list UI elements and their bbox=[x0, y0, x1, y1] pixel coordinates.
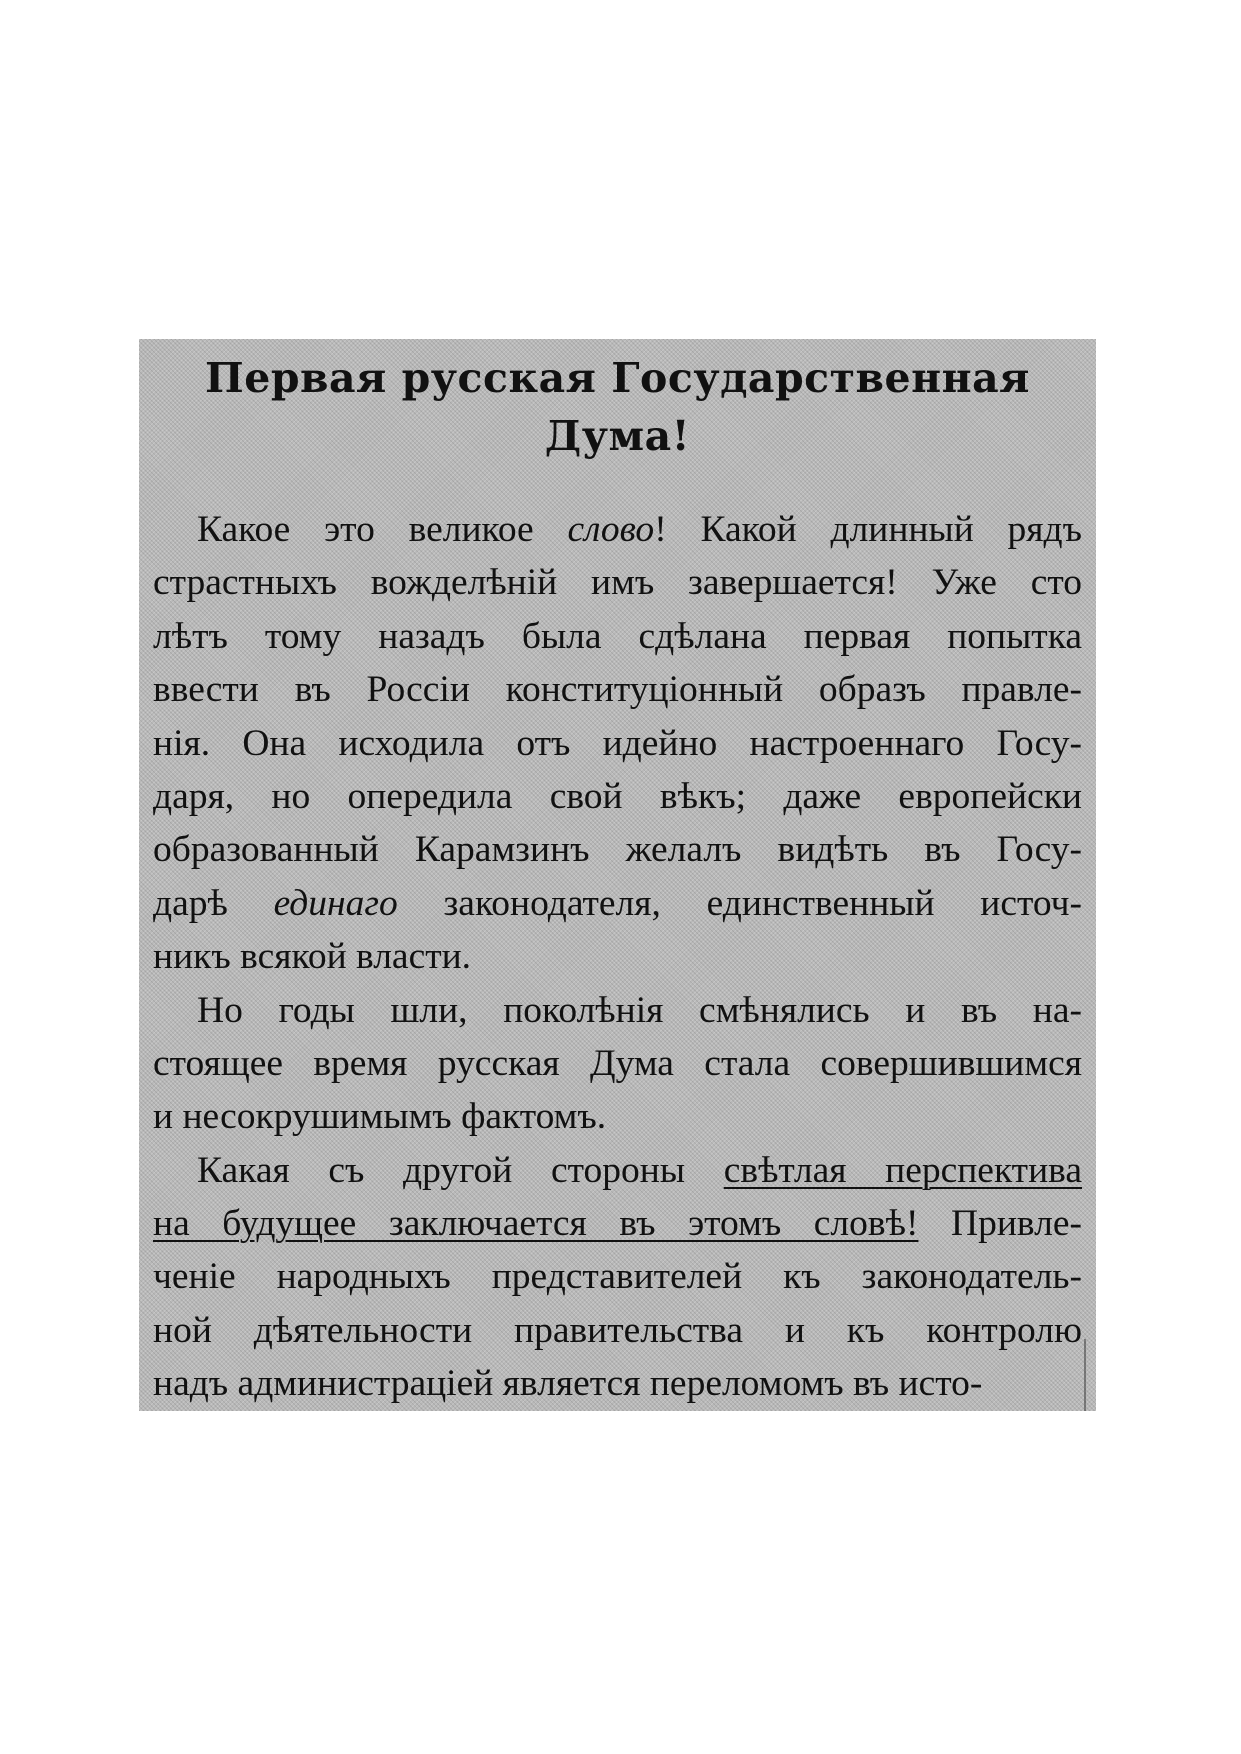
text-segment: страстныхъ вожделѣній имъ завершается! Уже сто bbox=[153, 562, 1082, 604]
underlined-text: свѣтлая перспектива bbox=[723, 1149, 1082, 1191]
text-segment: Но годы шли, поколѣнія смѣнялись и въ на- bbox=[197, 989, 1082, 1031]
text-segment: даря, но опередила свой вѣкъ; даже европейски bbox=[153, 775, 1082, 817]
text-segment: образованный Карамзинъ желалъ видѣть въ Госу- bbox=[153, 829, 1082, 871]
article-body bbox=[153, 503, 1082, 1411]
paragraph-1-line-5 bbox=[153, 717, 1082, 770]
paragraph-1-line-7 bbox=[153, 823, 1082, 876]
text-segment: стоящее время русская Дума стала совершившимся bbox=[153, 1042, 1082, 1084]
paragraph-1-line-8 bbox=[153, 877, 1082, 930]
paragraph-1-line-6 bbox=[153, 770, 1082, 823]
text-segment: Какое это великое bbox=[197, 509, 568, 550]
paragraph-2-line-2 bbox=[153, 1037, 1082, 1090]
italic-text: единаго bbox=[273, 882, 398, 924]
paragraph-1-line-1 bbox=[153, 503, 1082, 556]
text-segment: и несокрушимымъ фактомъ. bbox=[153, 1096, 607, 1138]
paragraph-1-line-9 bbox=[153, 930, 1082, 983]
text-segment: лѣтъ тому назадъ была сдѣлана первая попытка bbox=[153, 615, 1082, 657]
text-segment: никъ всякой власти. bbox=[153, 936, 472, 978]
text-segment: Привле- bbox=[918, 1203, 1082, 1245]
text-segment: дарѣ bbox=[153, 882, 274, 924]
text-segment: нія. Она исходила отъ идейно настроеннаго Госу- bbox=[153, 722, 1082, 764]
article-title-line-2: Дума! bbox=[544, 412, 691, 460]
paragraph-3-line-2 bbox=[153, 1197, 1082, 1250]
text-segment: надъ администраціей является переломомъ въ исто- bbox=[153, 1363, 983, 1405]
paragraph-3-line-3 bbox=[153, 1250, 1082, 1303]
article-title-line-1: Первая русская Государственная bbox=[205, 354, 1030, 402]
text-segment: ной дѣятельности правительства и къ контролю bbox=[153, 1309, 1082, 1351]
scanned-newspaper-clipping bbox=[139, 339, 1096, 1411]
paragraph-3-line-4 bbox=[153, 1304, 1082, 1357]
text-segment: ! Какой длинный рядъ bbox=[654, 509, 1082, 550]
underlined-text: на будущее заключается въ этомъ словѣ! bbox=[153, 1203, 919, 1245]
text-segment: законодателя, единственный источ- bbox=[397, 882, 1082, 924]
text-segment: ченіе народныхъ представителей къ законодатель- bbox=[153, 1256, 1082, 1298]
italic-text: слово bbox=[567, 509, 655, 550]
paragraph-1-line-2 bbox=[153, 556, 1082, 609]
article-title bbox=[153, 349, 1082, 465]
paragraph-1-line-4 bbox=[153, 663, 1082, 716]
text-segment: Какая съ другой стороны bbox=[197, 1149, 724, 1191]
text-segment: ввести въ Россіи конституціонный образъ правле- bbox=[153, 669, 1082, 711]
paragraph-3-line-5 bbox=[153, 1357, 1082, 1410]
paragraph-2-line-1 bbox=[153, 984, 1082, 1037]
paragraph-1-line-3 bbox=[153, 610, 1082, 663]
paragraph-2-line-3 bbox=[153, 1090, 1082, 1143]
paragraph-3-line-1 bbox=[153, 1144, 1082, 1197]
